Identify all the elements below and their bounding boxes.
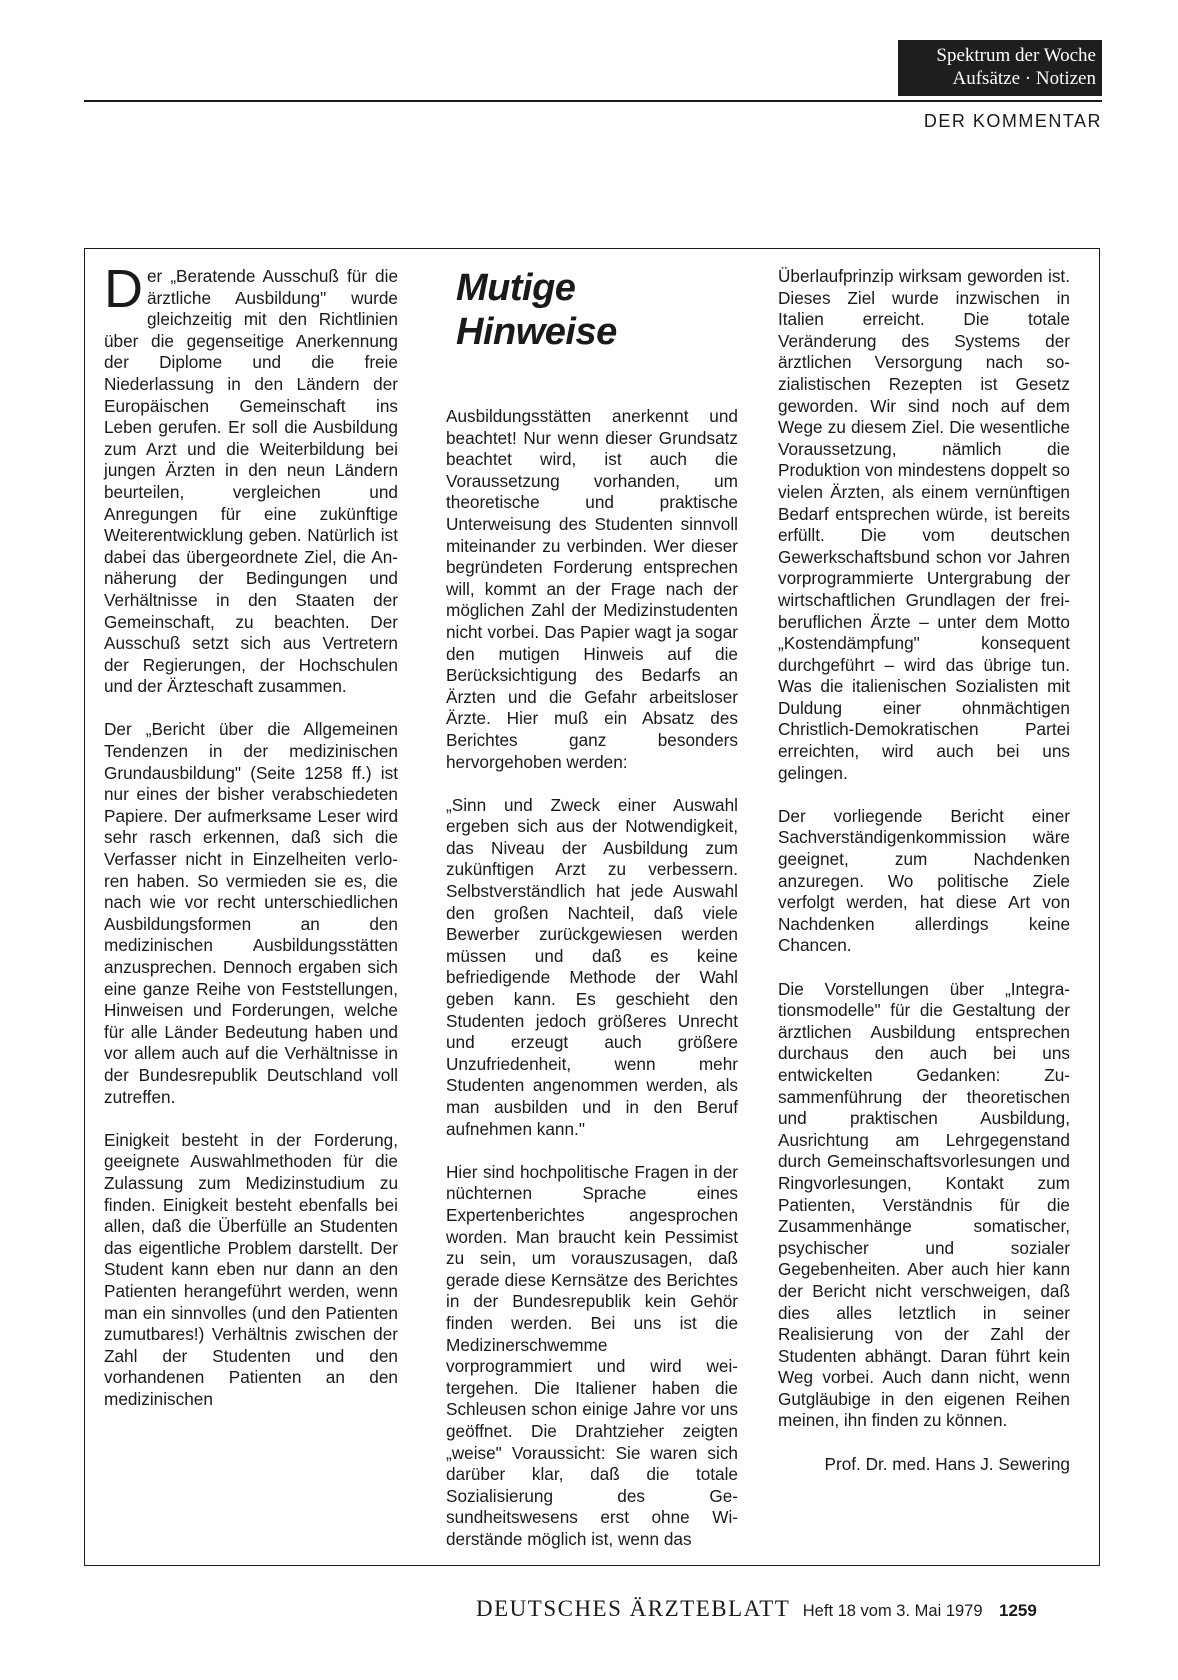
author-signature: Prof. Dr. med. Hans J. Sewering (824, 1453, 1070, 1474)
issue-info: Heft 18 vom 3. Mai 1979 (802, 1602, 983, 1620)
section-label: DER KOMMENTAR (923, 111, 1102, 131)
paragraph: Der vorliegende Bericht einer Sachverständigenkommission wäre geeignet, zum Nachdenken anzuregen. Wo politische Ziele verfolgt werden, hat diese Art von Nachdenken allerdings keine Chancen. (778, 805, 1070, 956)
drop-cap: D (104, 259, 143, 319)
journal-name: DEUTSCHES ÄRZTEBLATT (476, 1596, 791, 1621)
badge-line-2: Aufsätze · Notizen (952, 68, 1096, 89)
article-column-1 (104, 259, 398, 1432)
top-rule (84, 100, 1102, 102)
paragraph: Der „Bericht über die Allgemeinen Tendenzen in der medizinischen Grundausbildung" (Seite 1258 ff.) ist nur eines der bisher verabschiedeten Papiere. Der aufmerksame Leser wird sehr rasch erkennen, daß sich die Verfasser nicht in Einzelheiten verloren haben. So vermieden sie es, die nach wie vor recht unterschiedlichen Ausbildungsformen an den medizinischen Ausbildungsstätten anzusprechen. Dennoch ergaben sich eine ganze Reihe von Feststellungen, Hinweisen und Forderungen, welche für alle Länder Bedeutung haben und vor allem auch auf die Verhältnisse in der Bundesrepublik Deutschland voll zutreffen. (104, 719, 398, 1107)
paragraph: Die Vorstellungen über „Integrationsmodelle" für die Gestaltung der ärztlichen Ausbildung entsprechen durchaus den auch bei uns entwickelten Gedanken: Zusammenführung der theoretischen und praktischen Ausbildung, Ausrichtung am Lehrgegenstand durch Gemeinschaftsvorlesungen und Ringvorlesungen, Kontakt zum Patienten, Verständnis für die Zusammenhänge somatischer, psychischer und sozialer Gegebenheiten. Aber auch hier kann der Bericht nicht verschweigen, daß dies alles letztlich in seiner Realisierung von der Zahl der Studenten abhängt. Daran führt kein Weg vorbei. Auch dann nicht, wenn Gutgläubige in den eigenen Reihen meinen, ihn finden zu können. (778, 978, 1070, 1431)
paragraph: Überlaufprinzip wirksam geworden ist. Dieses Ziel wurde inzwischen in Italien erreicht. Die totale Veränderung des Systems der ärztlichen Versorgung nach sozialistischen Rezepten ist Gesetz geworden. Wir sind noch auf dem Wege zu diesem Ziel. Die wesentliche Voraussetzung, nämlich die Produktion von mindestens doppelt so vielen Ärzten, als einem vernünftigen Bedarf entsprechen würde, ist bereits erfüllt. Die vom deutschen Gewerkschaftsbund schon vor Jahren vorprogrammierte Untergrabung der wirtschaftlichen Grundlagen der freiberuflichen Ärzte – unter dem Motto „Kostendämpfung" konsequent durchgeführt – wird das übrige tun. Was die italienischen Sozialisten mit Duldung einer ohnmächtigen Christlich-Demokratischen Partei erreichten, wird auch bei uns gelingen. (778, 266, 1070, 783)
paragraph: Hier sind hochpolitische Fragen in der nüchternen Sprache eines Expertenberichtes angesprochen worden. Man braucht kein Pessimist zu sein, um vorauszusagen, daß gerade diese Kernsätze des Berichtes in der Bundesrepublik kein Gehör finden werden. Bei uns ist die Medizinerschwemme vorprogrammiert und wird weitergehen. Die Italiener haben die Schleusen schon einige Jahre vor uns geöffnet. Die Drahtzieher zeigten „weise" Voraussicht: Sie waren sich darüber klar, daß die totale Sozialisierung des Gesundheitswesens erst ohne Widerstände möglich ist, wenn das (446, 1161, 738, 1549)
badge-line-1: Spektrum der Woche (936, 45, 1096, 66)
paragraph-text: er „Beratende Ausschuß für die ärztliche Ausbildung" wurde gleichzeitig mit den Richtlinien über die gegenseitige Anerkennung der Diplome und die freie Niederlassung in den Ländern der Europäischen Gemeinschaft ins Leben gerufen. Er soll die Ausbildung zum Arzt und die Weiterbildung bei jungen Ärzten in den neun Ländern beurteilen, vergleichen und Anregungen für eine zukünftige Weiterentwicklung geben. Natürlich ist dabei das übergeordnete Ziel, die Annäherung der Bedingungen und Verhältnisse in den Staaten der Gemeinschaft, zu beachten. Der Ausschuß setzt sich aus Vertretern der Regierungen, der Hochschulen und der Ärzteschaft zusammen. (104, 266, 398, 697)
paragraph: Ausbildungsstätten anerkennt und beachtet! Nur wenn dieser Grundsatz beachtet wird, ist auch die Voraussetzung vorhanden, um theoretische und praktische Unterweisung des Studenten sinnvoll miteinander zu verbinden. Wer dieser begründeten Forderung entsprechen will, kommt an der Frage nach der möglichen Zahl der Medizinstudenten nicht vorbei. Das Papier wagt ja sogar den mutigen Hinweis auf die Berücksichtigung des Bedarfs an Ärzten und die Gefahr arbeitsloser Ärzte. Hier muß ein Absatz des Berichtes ganz besonders hervorgehoben werden: (446, 406, 738, 772)
paragraph: „Sinn und Zweck einer Auswahl ergeben sich aus der Notwendigkeit, das Niveau der Ausbildung zum zukünftigen Arzt zu verbessern. Selbstverständlich hat jede Auswahl den großen Nachteil, daß viele Bewerber zurückgewiesen werden müssen und daß es keine befriedigende Methode der Wahl geben kann. Es geschieht den Studenten jedoch größeres Unrecht und erzeugt auch größere Unzufriedenheit, wenn mehr Studenten angenommen werden, als man ausbilden und in den Beruf aufnehmen kann." (446, 794, 738, 1139)
section-badge (898, 40, 1102, 96)
article-column-3 (778, 266, 1070, 1497)
paragraph: Einigkeit besteht in der Forderung, geeignete Auswahlmethoden für die Zulassung zum Medizinstudium zu finden. Einigkeit besteht ebenfalls bei allen, daß die Überfülle an Studenten das eigentliche Problem darstellt. Der Student kann eben nur dann an den Patienten herangeführt werden, wenn man ein sinnvolles (und den Patienten zumutbares!) Verhältnis zwischen der Zahl der Studenten und den vorhandenen Patienten an den medizinischen (104, 1129, 398, 1409)
paragraph (104, 259, 398, 698)
page-number: 1259 (998, 1601, 1037, 1620)
page-footer (476, 1596, 1102, 1624)
article-column-2 (446, 266, 738, 1572)
article-headline: Mutige Hinweise (456, 267, 617, 353)
